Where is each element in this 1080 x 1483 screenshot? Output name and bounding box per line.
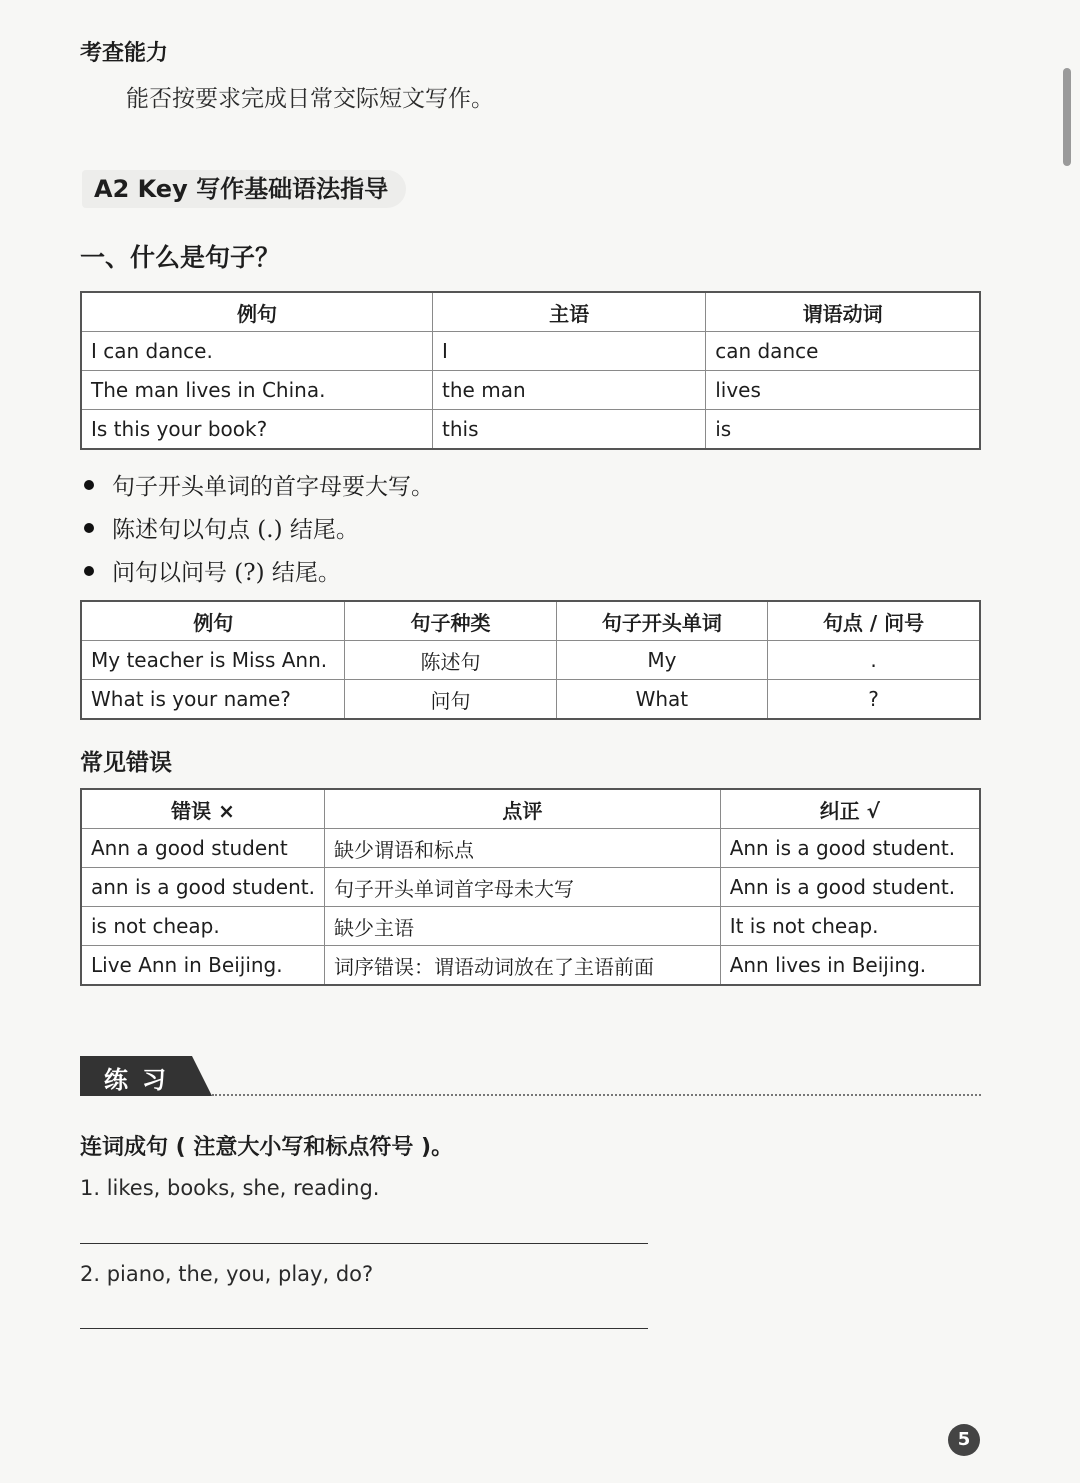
table-header-row <box>81 789 980 829</box>
table-row <box>81 371 980 410</box>
table-cell: the man <box>433 371 706 410</box>
table-cell: lives <box>706 371 980 410</box>
ability-heading: 考查能力 <box>80 41 169 66</box>
list-item <box>80 463 434 506</box>
table-row <box>81 868 980 907</box>
common-errors-heading: 常见错误 <box>80 750 172 776</box>
column-header: 句子开头单词 <box>556 601 767 641</box>
table-cell: It is not cheap. <box>720 907 980 946</box>
page-number: 5 <box>948 1424 980 1456</box>
divider <box>212 1094 981 1096</box>
table-row <box>81 829 980 868</box>
column-header: 句子种类 <box>345 601 556 641</box>
table-cell: can dance <box>706 332 980 371</box>
table-cell: 陈述句 <box>345 641 556 680</box>
table-row <box>81 332 980 371</box>
table-row <box>81 907 980 946</box>
sentence-types-table <box>80 600 981 720</box>
list-item-text: 陈述句以句点 (.) 结尾。 <box>112 517 359 543</box>
section-heading: 一、什么是句子？ <box>80 243 281 272</box>
exercise-question: 2. piano, the, you, play, do? <box>80 1262 374 1286</box>
column-header: 纠正 √ <box>720 789 980 829</box>
column-header: 例句 <box>81 292 433 332</box>
table-row <box>81 410 980 450</box>
column-header: 错误 × <box>81 789 324 829</box>
table-cell: 缺少主语 <box>324 907 720 946</box>
bullet-icon <box>84 523 94 533</box>
bullet-icon <box>84 480 94 490</box>
table-cell: The man lives in China. <box>81 371 433 410</box>
table-header-row <box>81 292 980 332</box>
table-cell: 词序错误：谓语动词放在了主语前面 <box>324 946 720 986</box>
column-header: 例句 <box>81 601 345 641</box>
list-item <box>80 506 434 549</box>
table-cell: Ann a good student <box>81 829 324 868</box>
table-cell: My teacher is Miss Ann. <box>81 641 345 680</box>
list-item <box>80 549 434 592</box>
table-row <box>81 641 980 680</box>
table-cell: 缺少谓语和标点 <box>324 829 720 868</box>
bullet-icon <box>84 566 94 576</box>
exercise-question: 1. likes, books, she, reading. <box>80 1176 380 1200</box>
practice-label: 练习 <box>104 1066 180 1094</box>
table-cell: Ann is a good student. <box>720 829 980 868</box>
practice-tab <box>80 1056 212 1096</box>
table-cell: . <box>768 641 980 680</box>
table-cell: this <box>433 410 706 450</box>
table-cell: Is this your book? <box>81 410 433 450</box>
table-cell: I <box>433 332 706 371</box>
common-errors-table <box>80 788 981 986</box>
table-cell: Ann lives in Beijing. <box>720 946 980 986</box>
table-cell: My <box>556 641 767 680</box>
sentence-parts-table <box>80 291 981 450</box>
table-cell: ann is a good student. <box>81 868 324 907</box>
table-row <box>81 680 980 720</box>
guide-heading: A2 Key 写作基础语法指导 <box>82 170 406 208</box>
table-cell: 问句 <box>345 680 556 720</box>
column-header: 句点 / 问号 <box>768 601 980 641</box>
table-cell: I can dance. <box>81 332 433 371</box>
exercise-instructions: 连词成句 ( 注意大小写和标点符号 )。 <box>80 1135 454 1160</box>
table-cell: Ann is a good student. <box>720 868 980 907</box>
table-row <box>81 946 980 986</box>
list-item-text: 句子开头单词的首字母要大写。 <box>112 474 434 500</box>
column-header: 谓语动词 <box>706 292 980 332</box>
list-item-text: 问句以问号 (?) 结尾。 <box>112 560 341 586</box>
column-header: 点评 <box>324 789 720 829</box>
answer-line <box>80 1243 648 1244</box>
table-cell: What is your name? <box>81 680 345 720</box>
ability-description: 能否按要求完成日常交际短文写作。 <box>126 86 494 112</box>
rules-list <box>80 463 434 592</box>
column-header: 主语 <box>433 292 706 332</box>
table-cell: Live Ann in Beijing. <box>81 946 324 986</box>
answer-line <box>80 1328 648 1329</box>
table-header-row <box>81 601 980 641</box>
table-cell: is not cheap. <box>81 907 324 946</box>
table-cell: 句子开头单词首字母未大写 <box>324 868 720 907</box>
table-cell: is <box>706 410 980 450</box>
table-cell: ? <box>768 680 980 720</box>
scrollbar[interactable] <box>1063 68 1071 166</box>
table-cell: What <box>556 680 767 720</box>
